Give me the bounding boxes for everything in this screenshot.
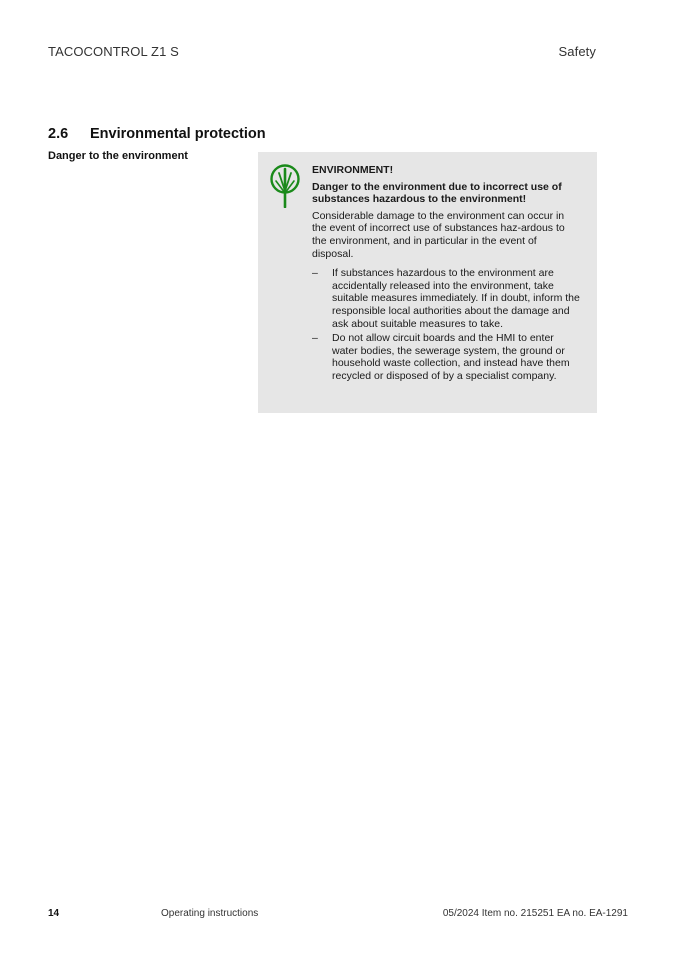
footer-doc-type: Operating instructions [161,908,259,919]
section-title-text: Environmental protection [90,126,266,142]
side-label: Danger to the environment [48,150,188,162]
footer-item-info: 05/2024 Item no. 215251 EA no. EA-1291 [442,908,628,919]
notice-list [312,267,580,382]
notice-heading: Danger to the environment due to incorrect use of substances hazardous to the environment! [312,180,562,206]
notice-list-item-text: Do not allow circuit boards and the HMI to enter water bodies, the sewerage system, the ground or household waste collection, and instead have them recycled or disposed of by a specialist company. [332,332,570,382]
section-title [48,126,266,142]
notice-kind: ENVIRONMENT! [312,164,394,176]
notice-list-item [312,267,580,330]
notice-list-item-text: If substances hazardous to the environment are accidentally released into the environment, take suitable measures immediately. If in doubt, inform the responsible local authorities about the damage and ask about suitable measures to take. [332,267,580,330]
notice-list-item [312,332,580,382]
environment-notice-box [258,152,597,413]
tree-icon [269,164,301,208]
section-number: 2.6 [48,126,69,142]
notice-body [312,164,580,385]
header-chapter-name: Safety [558,44,596,59]
header-product-name: TACOCONTROL Z1 S [48,44,179,59]
list-dash: – [312,267,318,280]
notice-text: Considerable damage to the environment can occur in the event of incorrect use of substances haz-ardous to the environment, and in particular in the event of disposal. [312,209,565,260]
footer-page-number: 14 [48,908,60,919]
list-dash: – [312,332,318,345]
